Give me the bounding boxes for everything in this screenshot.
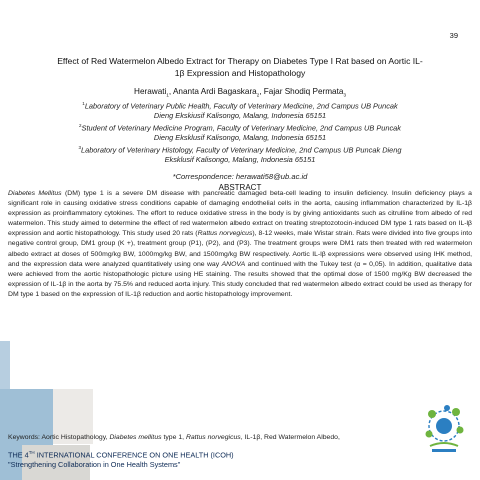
author-3-affil-mark: 3 (343, 92, 346, 98)
keyword-segment: Rattus norvegicus (185, 434, 241, 441)
conference-theme: "Strengthening Collaboration in One Health Systems" (8, 459, 181, 469)
affiliation-line: Dieng Ekskiusif Kalisongo, Malang, Indonesia 65151 (153, 111, 327, 121)
keyword-segment: Aortic Histopathology, (39, 434, 110, 441)
title-line-2: 1β Expression and Histopathology (174, 68, 306, 78)
author-separator: , (168, 87, 173, 96)
title-line-1: Effect of Red Watermelon Albedo Extract for Therapy on Diabetes Type I Rat based on Aortic IL- (57, 56, 423, 66)
abstract-term: ANOVA (221, 260, 246, 268)
page-number: 39 (449, 31, 458, 40)
keywords (8, 434, 472, 441)
keyword-segment: Diabetes mellitus (109, 434, 162, 441)
paper-title (30, 55, 450, 79)
author-separator: , (259, 87, 264, 96)
abstract-segment: ), 8-12 weeks, male Wistar strain. Rats were divided into five groups into negative control group, DM1 group (K +), treatment group (P1), (P2), and (P3). The treatment groups were DM1 rats then treated with red watermelon albedo extract at doses of 500mg/kg BW, 1000mg/kg BW, and 1500mg/kg BW respectively. Aortic IL-lβ expressions were observed using IHK method, and the expression data were analyzed quantitatively using one way (8, 230, 472, 268)
affiliation-1 (40, 99, 440, 121)
abstract-segment: (DM) type 1 is a severe DM disease with pancreatic damaged beta-cell leading to insulin deficiency. Insulin deficiency plays a significant role in causing oxidative stress conditions capable of damaging endothelial cells in the aorta, causing inflammation characterized by IL-1β expression as proinflammatory cytokines. The effort to reduce oxidative stress in the body is by giving antioxidants such as citrulline from albedo of red watermelon. This study aimed to determine the effect of red watermelon albedo extract on treating streptozotocin-induced DM type 1 rats based on IL-lβ expression and aortic histopathology. This study used 20 rats ( (8, 190, 472, 238)
affiliation-mark: 3 (78, 145, 81, 150)
abstract-text (8, 189, 472, 300)
affiliation-line: Laboratory of Veterinary Public Health, Faculty of Veterinary Medicine, 2nd Campus UB Puncak (84, 101, 398, 111)
abstract-heading: ABSTRACT (218, 183, 262, 192)
affiliation-2 (40, 121, 440, 143)
affiliation-line: Dieng Eksklusif Kalisongo, Malang, Indonesia 65151 (153, 133, 327, 143)
author-2: Ananta Ardi Bagaskara (172, 87, 257, 96)
affiliation-3 (40, 143, 440, 165)
conference-ordinal: TH (28, 450, 35, 455)
keywords-label: Keywords: (8, 434, 40, 441)
affiliation-line: Student of Veterinary Medicine Program, Faculty of Veterinary Medicine, 2nd Campus UB Puncak (81, 123, 401, 133)
conference-name-pre: THE 4 (8, 450, 29, 460)
abstract-segment: and continued with the Tukey test (α = 0,05). In addition, qualitative data were achieved from the aortic histopathologic picture using HE staining. The results showed that the optimal dose of 1500 mg/Kg BW decreased the expression of IL-1β in the aorta by 75.5% and reduced aorta injury. This study concluded that red watermelon albedo extract could be used as therapy for DM type 1 based on the expression of IL-1β reduction and aortic histopathology improvement. (8, 260, 472, 298)
affiliation-mark: 1 (82, 101, 85, 106)
author-list (30, 87, 450, 98)
author-3: Fajar Shodiq Permata (263, 87, 344, 96)
abstract-term: Rattus norvegicus (197, 230, 253, 238)
affiliation-line: Laboratory of Veterinary Histology, Faculty of Veterinary Medicine, 2nd Campus UB Puncak Dieng (80, 145, 402, 155)
keyword-segment: , IL-1β, Red Watermelon Albedo, (240, 434, 340, 441)
one-health-logo-icon (420, 400, 468, 456)
author-2-affil-mark: 2 (256, 92, 260, 98)
conference-footer (8, 448, 234, 469)
conference-name: INTERNATIONAL CONFERENCE ON ONE HEALTH (ICOH) (34, 450, 234, 460)
keyword-segment: type 1, (161, 434, 186, 441)
abstract-term: Diabetes Mellitus (8, 190, 62, 197)
author-1-affil-mark: 1 (166, 92, 169, 98)
affiliation-mark: 2 (79, 123, 82, 128)
correspondence-email: *Correspondence: herawati58@ub.ac.id (172, 172, 308, 181)
author-1: Herawati (134, 87, 167, 96)
affiliation-line: Eksklusif Kalisongo, Malang, Indonesia 65151 (164, 155, 316, 165)
